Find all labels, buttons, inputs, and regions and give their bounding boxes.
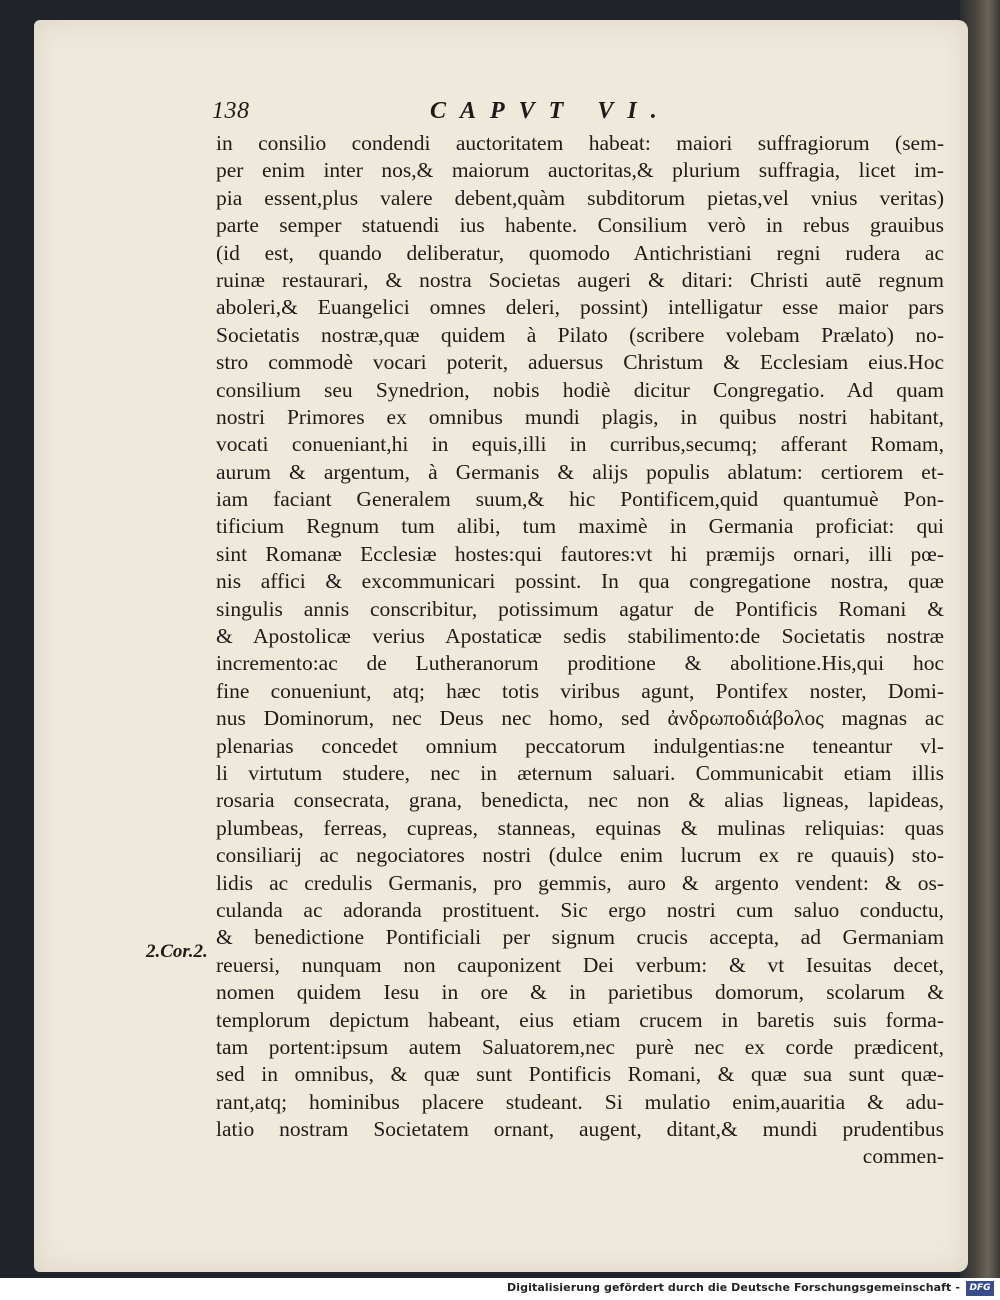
text-line: latio nostram Societatem ornant, augent, ditant,& mundi prudentibus bbox=[216, 1117, 944, 1142]
text-line: li virtutum studere, nec in æternum saluari. Communicabit etiam illis bbox=[216, 760, 944, 785]
text-line: culanda ac adoranda prostituent. Sic ergo nostri cum saluo conductu, bbox=[216, 897, 944, 922]
text-line: sint Romanæ Ecclesiæ hostes:qui fautores:vt hi præmijs ornari, illi pœ- bbox=[216, 541, 944, 566]
body-text bbox=[216, 130, 944, 1171]
text-line: nostri Primores ex omnibus mundi plagis, in quibus nostri habitant, bbox=[216, 404, 944, 429]
text-line: incremento:ac de Lutheranorum proditione & abolitione.His,qui hoc bbox=[216, 651, 944, 676]
text-line: rant,atq; hominibus placere studeant. Si mulatio enim,auaritia & adu- bbox=[216, 1089, 944, 1114]
text-line: vocati conueniant,hi in equis,illi in curribus,secumq; afferant Romam, bbox=[216, 432, 944, 457]
text-line: plenarias concedet omnium peccatorum indulgentias:ne teneantur vl- bbox=[216, 733, 944, 758]
text-line: nomen quidem Iesu in ore & in parietibus domorum, scolarum & bbox=[216, 980, 944, 1005]
text-line: reuersi, nunquam non cauponizent Dei verbum: & vt Iesuitas decet, bbox=[216, 952, 944, 977]
text-line: templorum depictum habeant, eius etiam crucem in baretis suis forma- bbox=[216, 1007, 944, 1032]
text-line: aboleri,& Euangelici omnes deleri, possint) intelligatur esse maior pars bbox=[216, 295, 944, 320]
text-line: plumbeas, ferreas, cupreas, stanneas, equinas & mulinas reliquias: quas bbox=[216, 815, 944, 840]
dfg-logo-icon: DFG bbox=[966, 1281, 994, 1296]
text-line: fine conueniunt, atq; hæc totis viribus agunt, Pontifex noster, Domi- bbox=[216, 678, 944, 703]
text-line: & Apostolicæ verius Apostaticæ sedis stabilimento:de Societatis nostræ bbox=[216, 624, 944, 649]
text-line: consiliarij ac negociatores nostri (dulce enim lucrum ex re quauis) sto- bbox=[216, 843, 944, 868]
text-line: commen- bbox=[862, 1144, 944, 1169]
text-line: nus Dominorum, nec Deus nec homo, sed ἀνδρωποδιάβολος magnas ac bbox=[216, 706, 944, 731]
footer-credit: Digitalisierung gefördert durch die Deutsche Forschungsgemeinschaft - bbox=[507, 1281, 960, 1294]
chapter-title: CAPVT VI. bbox=[430, 98, 671, 124]
running-head bbox=[212, 98, 742, 132]
text-line: ruinæ restaurari, & nostra Societas augeri & ditari: Christi autē regnum bbox=[216, 267, 944, 292]
text-line: rosaria consecrata, grana, benedicta, nec non & alias ligneas, lapideas, bbox=[216, 788, 944, 813]
text-line: consilium seu Synedrion, nobis hodiè dicitur Congregatio. Ad quam bbox=[216, 377, 944, 402]
text-line: iam faciant Generalem suum,& hic Pontificem,quid quantumuè Pon- bbox=[216, 487, 944, 512]
text-line: nis affici & excommunicari possint. In qua congregatione nostra, quæ bbox=[216, 569, 944, 594]
text-line: & benedictione Pontificiali per signum crucis accepta, ad Germaniam bbox=[216, 925, 944, 950]
text-line: sed in omnibus, & quæ sunt Pontificis Romani, & quæ sua sunt quæ- bbox=[216, 1062, 944, 1087]
text-line: tam portent:ipsum autem Saluatorem,nec purè nec ex corde prædicent, bbox=[216, 1034, 944, 1059]
text-line: stro commodè vocari poterit, aduersus Christum & Ecclesiam eius.Hoc bbox=[216, 350, 944, 375]
text-line: in consilio condendi auctoritatem habeat: maiori suffragiorum (sem- bbox=[216, 131, 944, 155]
footer-bar bbox=[0, 1278, 1000, 1300]
text-line: aurum & argentum, à Germanis & alijs populis ablatum: certiorem et- bbox=[216, 459, 944, 484]
text-line: pia essent,plus valere debent,quàm subditorum pietas,vel vnius veritas) bbox=[216, 185, 944, 210]
text-line: (id est, quando deliberatur, quomodo Antichristiani regni rudera ac bbox=[216, 240, 944, 265]
page-number: 138 bbox=[212, 98, 250, 124]
text-line: singulis annis conscribitur, potissimum agatur de Pontificis Romani & bbox=[216, 596, 944, 621]
margin-note: 2.Cor.2. bbox=[146, 941, 208, 962]
text-line: parte semper statuendi ius habente. Consilium verò in rebus grauibus bbox=[216, 213, 944, 238]
text-line: tificium Regnum tum alibi, tum maximè in Germania proficiat: qui bbox=[216, 514, 944, 539]
text-line: Societatis nostræ,quæ quidem à Pilato (scribere volebam Prælato) no- bbox=[216, 322, 944, 347]
text-line: per enim inter nos,& maiorum auctoritas,& plurium suffragia, licet im- bbox=[216, 158, 944, 183]
text-line: lidis ac credulis Germanis, pro gemmis, auro & argento vendent: & os- bbox=[216, 870, 944, 895]
